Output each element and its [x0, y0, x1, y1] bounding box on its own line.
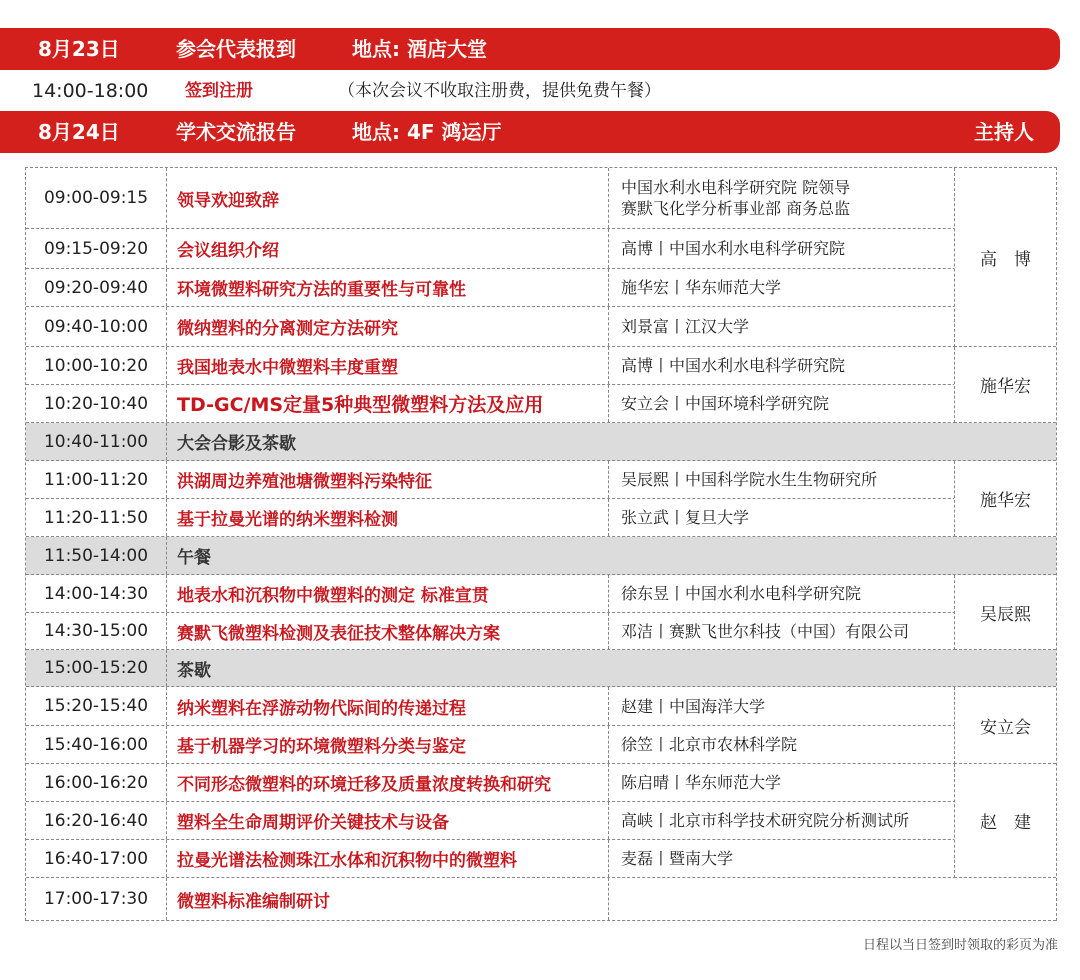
- schedule-row: [26, 840, 1056, 878]
- row-title: 赛默飞微塑料检测及表征技术整体解决方案: [177, 623, 500, 644]
- schedule-row: [26, 726, 1056, 764]
- row-time: 14:30-15:00: [26, 613, 167, 649]
- row-time: 14:00-14:30: [26, 575, 167, 612]
- day1-location: 地点: 酒店大堂: [352, 37, 487, 61]
- host-cell: 施华宏: [954, 461, 1056, 537]
- row-title: 微塑料标准编制研讨: [177, 891, 330, 912]
- registration-row: [0, 70, 1080, 112]
- row-title: 纳米塑料在浮游动物代际间的传递过程: [177, 698, 466, 719]
- row-title: 塑料全生命周期评价关键技术与设备: [177, 813, 449, 833]
- speaker-line-1: 中国水利水电科学研究院 院领导: [621, 178, 851, 197]
- break-title: 茶歇: [177, 660, 211, 681]
- row-speaker: 高博丨中国水利水电科学研究院: [608, 347, 954, 384]
- schedule-row: [26, 499, 1056, 537]
- row-time: 16:40-17:00: [26, 840, 167, 877]
- row-speaker: 高峡丨北京市科学技术研究院分析测试所: [608, 802, 954, 839]
- host-cell: 赵 建: [954, 764, 1056, 878]
- row-title: 领导欢迎致辞: [177, 190, 279, 211]
- row-time: 10:40-11:00: [26, 423, 167, 460]
- schedule-row: [26, 575, 1056, 613]
- row-speaker: 吴辰熙丨中国科学院水生生物研究所: [608, 461, 954, 498]
- day1-date: 8月23日: [38, 37, 120, 61]
- speaker-line-2: 赛默飞化学分析事业部 商务总监: [621, 199, 851, 218]
- break-row: [26, 537, 1056, 575]
- registration-time: 14:00-18:00: [32, 80, 149, 102]
- day2-header: [0, 111, 1060, 153]
- schedule-row: [26, 307, 1056, 347]
- row-time: 15:20-15:40: [26, 687, 167, 725]
- schedule-row: [26, 764, 1056, 802]
- day1-header: [0, 28, 1060, 70]
- row-title: 拉曼光谱法检测珠江水体和沉积物中的微塑料: [177, 851, 517, 871]
- schedule-row: [26, 269, 1056, 307]
- row-title: 我国地表水中微塑料丰度重塑: [177, 358, 398, 378]
- row-time: 16:00-16:20: [26, 764, 167, 801]
- schedule-row: [26, 229, 1056, 269]
- row-speaker: [608, 878, 954, 920]
- row-speaker: [608, 168, 954, 228]
- break-row: [26, 650, 1056, 687]
- day2-location: 地点: 4F 鸿运厅: [352, 120, 502, 144]
- row-speaker: 高博丨中国水利水电科学研究院: [608, 229, 954, 268]
- row-speaker: 刘景富丨江汉大学: [608, 307, 954, 346]
- host-cell: 施华宏: [954, 347, 1056, 423]
- registration-label: 签到注册: [185, 81, 253, 101]
- day2-title: 学术交流报告: [176, 120, 296, 144]
- footnote: 日程以当日签到时领取的彩页为准: [862, 938, 1058, 953]
- row-title: 洪湖周边养殖池塘微塑料污染特征: [177, 472, 432, 492]
- row-title: 环境微塑料研究方法的重要性与可靠性: [177, 280, 466, 300]
- row-title: 地表水和沉积物中微塑料的测定 标准宣贯: [177, 586, 489, 606]
- row-time: 10:20-10:40: [26, 385, 167, 422]
- day1-title: 参会代表报到: [176, 37, 296, 61]
- row-speaker: 徐笠丨北京市农林科学院: [608, 726, 954, 763]
- schedule-row: [26, 385, 1056, 423]
- schedule-row: [26, 347, 1056, 385]
- row-time: 10:00-10:20: [26, 347, 167, 384]
- row-time: 09:40-10:00: [26, 307, 167, 346]
- row-speaker: 安立会丨中国环境科学研究院: [608, 385, 954, 422]
- row-time: 15:40-16:00: [26, 726, 167, 763]
- schedule-row: [26, 168, 1056, 229]
- row-time: 11:50-14:00: [26, 537, 167, 574]
- schedule-table: [25, 167, 1057, 921]
- schedule-row: [26, 461, 1056, 499]
- row-title: 微纳塑料的分离测定方法研究: [177, 319, 398, 339]
- host-cell: 安立会: [954, 687, 1056, 764]
- row-time: 11:00-11:20: [26, 461, 167, 498]
- day2-date: 8月24日: [38, 120, 120, 144]
- row-speaker: 邓洁丨赛默飞世尔科技（中国）有限公司: [608, 613, 954, 649]
- row-speaker: 徐东昱丨中国水利水电科学研究院: [608, 575, 954, 612]
- registration-note: （本次会议不收取注册费，提供免费午餐）: [338, 81, 661, 101]
- row-speaker: 施华宏丨华东师范大学: [608, 269, 954, 306]
- row-title: 会议组织介绍: [177, 241, 279, 261]
- row-time: 15:00-15:20: [26, 650, 167, 686]
- row-speaker: 赵建丨中国海洋大学: [608, 687, 954, 725]
- row-speaker: 张立武丨复旦大学: [608, 499, 954, 536]
- row-time: 16:20-16:40: [26, 802, 167, 839]
- schedule-row: [26, 687, 1056, 726]
- row-title: TD-GC/MS定量5种典型微塑料方法及应用: [177, 394, 544, 416]
- schedule-row: [26, 878, 1056, 921]
- row-title: 不同形态微塑料的环境迁移及质量浓度转换和研究: [177, 775, 551, 795]
- row-speaker: 麦磊丨暨南大学: [608, 840, 954, 877]
- break-title: 大会合影及茶歇: [177, 434, 296, 454]
- row-time: 09:20-09:40: [26, 269, 167, 306]
- row-time: 11:20-11:50: [26, 499, 167, 536]
- row-speaker: 陈启晴丨华东师范大学: [608, 764, 954, 801]
- host-column-header: 主持人: [974, 120, 1034, 144]
- row-time: 17:00-17:30: [26, 878, 167, 920]
- schedule-row: [26, 613, 1056, 650]
- host-cell: 吴辰熙: [954, 575, 1056, 650]
- row-title: 基于机器学习的环境微塑料分类与鉴定: [177, 737, 466, 757]
- row-title: 基于拉曼光谱的纳米塑料检测: [177, 510, 398, 530]
- row-time: 09:00-09:15: [26, 168, 167, 228]
- break-row: [26, 423, 1056, 461]
- break-title: 午餐: [177, 548, 211, 568]
- row-time: 09:15-09:20: [26, 229, 167, 268]
- host-cell: 高 博: [954, 168, 1056, 347]
- schedule-row: [26, 802, 1056, 840]
